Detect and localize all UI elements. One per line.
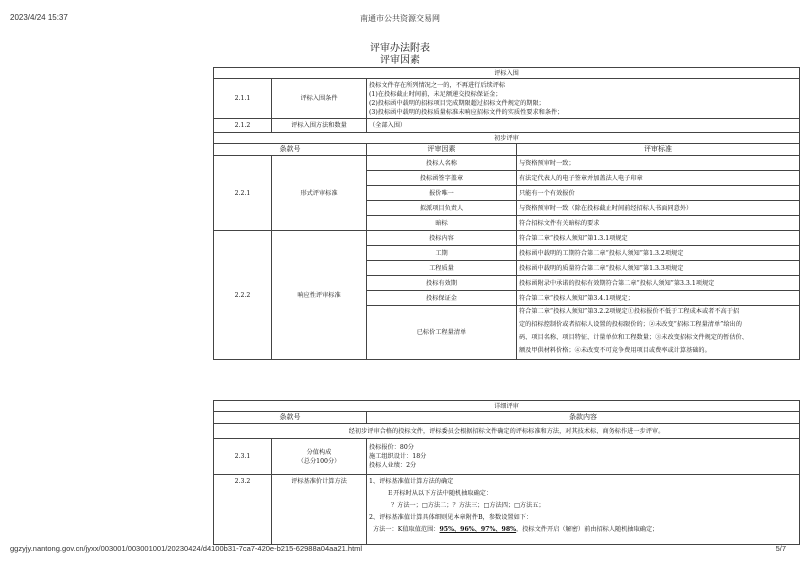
standard-cell: 有法定代表人的电子签章并加盖法人电子印章 — [517, 171, 800, 186]
page-subtitle: 评审因素 — [380, 55, 420, 66]
factor-cell: 投标保证金 — [367, 291, 517, 306]
factor-cell: 投标函签字盖章 — [367, 171, 517, 186]
standard-cell: 符合第二章“投标人须知”第3.2.2项规定①投标报价不低于工程成本或者不高于招 定的招标控制价或者招标人设置的投标限价的；②未改变“招标工程量清单”给出的 码、项目名称、项目特征、计量单位和工程数量；③未改变招标文件规定的暂估价、 额及甲供材料价格；④未改变不可竞争费用项目或费率或计算基础的。 — [517, 306, 800, 360]
header-standard: 评审标准 — [517, 144, 800, 156]
header-content: 条款内容 — [367, 412, 800, 424]
factor-cell: 拟派项目负责人 — [367, 201, 517, 216]
factor-cell: 投标有效期 — [367, 276, 517, 291]
clause-no: 2.1.1 — [214, 79, 272, 119]
header-clause-no: 条款号 — [214, 144, 367, 156]
page-number: 5/7 — [775, 544, 786, 553]
clause-name: 响应性评审标准 — [272, 231, 367, 360]
clause-name: 评标入围条件 — [272, 79, 367, 119]
standard-cell: 符合第二章“投标人须知”第3.4.1项规定； — [517, 291, 800, 306]
factor-cell: 工程质量 — [367, 261, 517, 276]
evaluation-table-detailed — [213, 400, 800, 545]
factor-cell: 暗标 — [367, 216, 517, 231]
detailed-intro: 经初步评审合格的投标文件，评标委员会根据招标文件确定的评标标准和方法，对其技术标、商务标作进一步评审。 — [214, 424, 800, 439]
clause-name: 形式评审标准 — [272, 156, 367, 231]
section-detailed: 详细评审 — [214, 401, 800, 412]
standard-cell: 投标函附录中承诺的投标有效期符合第二章“投标人须知”第3.3.1项规定 — [517, 276, 800, 291]
section-preliminary: 初步评审 — [214, 133, 800, 144]
site-title: 南通市公共资源交易网 — [360, 14, 440, 23]
entry-method: （全部入围） — [367, 119, 800, 133]
section-entry: 评标入围 — [214, 68, 800, 79]
benchmark-method: 1、评标基准值计算方法的确定 Ｅ开标时从以下方法中随机抽取确定： ？方法一；□方法二；？方法三；□方法四；□方法五； 2、评标基准值计算具体细则见本章附件B，参数设置如下： 方法一：K值取值范围：95%、96%、97%、98%，投标文件开启（解密）前由招标人随机抽取确定； — [367, 475, 800, 545]
factor-cell: 已标价工程量清单 — [367, 306, 517, 360]
standard-cell: 与资格预审时一致（除在投标截止时间前经招标人书面同意外） — [517, 201, 800, 216]
clause-no: 2.3.2 — [214, 475, 272, 545]
standard-cell: 只能有一个有效报价 — [517, 186, 800, 201]
header-clause-no: 条款号 — [214, 412, 367, 424]
k-values: 95%、96%、97%、98% — [439, 526, 517, 533]
clause-name: 评标入围方法和数量 — [272, 119, 367, 133]
print-datetime: 2023/4/24 15:37 — [10, 13, 68, 22]
clause-no: 2.1.2 — [214, 119, 272, 133]
standard-cell: 投标函中载明的质量符合第二章“投标人须知”第1.3.3项规定 — [517, 261, 800, 276]
factor-cell: 工期 — [367, 246, 517, 261]
header-factor: 评审因素 — [367, 144, 517, 156]
standard-cell: 与资格预审时一致； — [517, 156, 800, 171]
clause-name: 评标基准价计算方法 — [272, 475, 367, 545]
standard-cell: 符合第二章“投标人须知”第1.3.1项规定 — [517, 231, 800, 246]
factor-cell: 投标内容 — [367, 231, 517, 246]
standard-cell: 投标函中载明的工期符合第二章“投标人须知”第1.3.2项规定 — [517, 246, 800, 261]
page-url: ggzyjy.nantong.gov.cn/jyxx/003001/003001001/20230424/d4100b31-7ca7-420e-b215-62988a04aa21.html — [10, 544, 363, 553]
factor-cell: 报价唯一 — [367, 186, 517, 201]
entry-conditions: 投标文件存在所列情况之一的，不再进行后续评标 (1)在投标截止时间前，未足额递交投标保证金； (2)投标函中载明的招标项目完成期限超过招标文件规定的期限； (3)投标函中载明的投标质量标准未响应招标文件的实质性要求和条件； — [367, 79, 800, 119]
score-composition: 分值构成 （总分100分） — [272, 439, 367, 475]
evaluation-table-upper — [213, 67, 800, 360]
score-items: 投标报价：80分 施工组织设计：18分 投标人业绩：2分 — [367, 439, 800, 475]
factor-cell: 投标人名称 — [367, 156, 517, 171]
clause-no: 2.2.1 — [214, 156, 272, 231]
standard-cell: 符合招标文件有关暗标的要求 — [517, 216, 800, 231]
page-title: 评审办法附表 — [370, 43, 430, 54]
clause-no: 2.3.1 — [214, 439, 272, 475]
clause-no: 2.2.2 — [214, 231, 272, 360]
